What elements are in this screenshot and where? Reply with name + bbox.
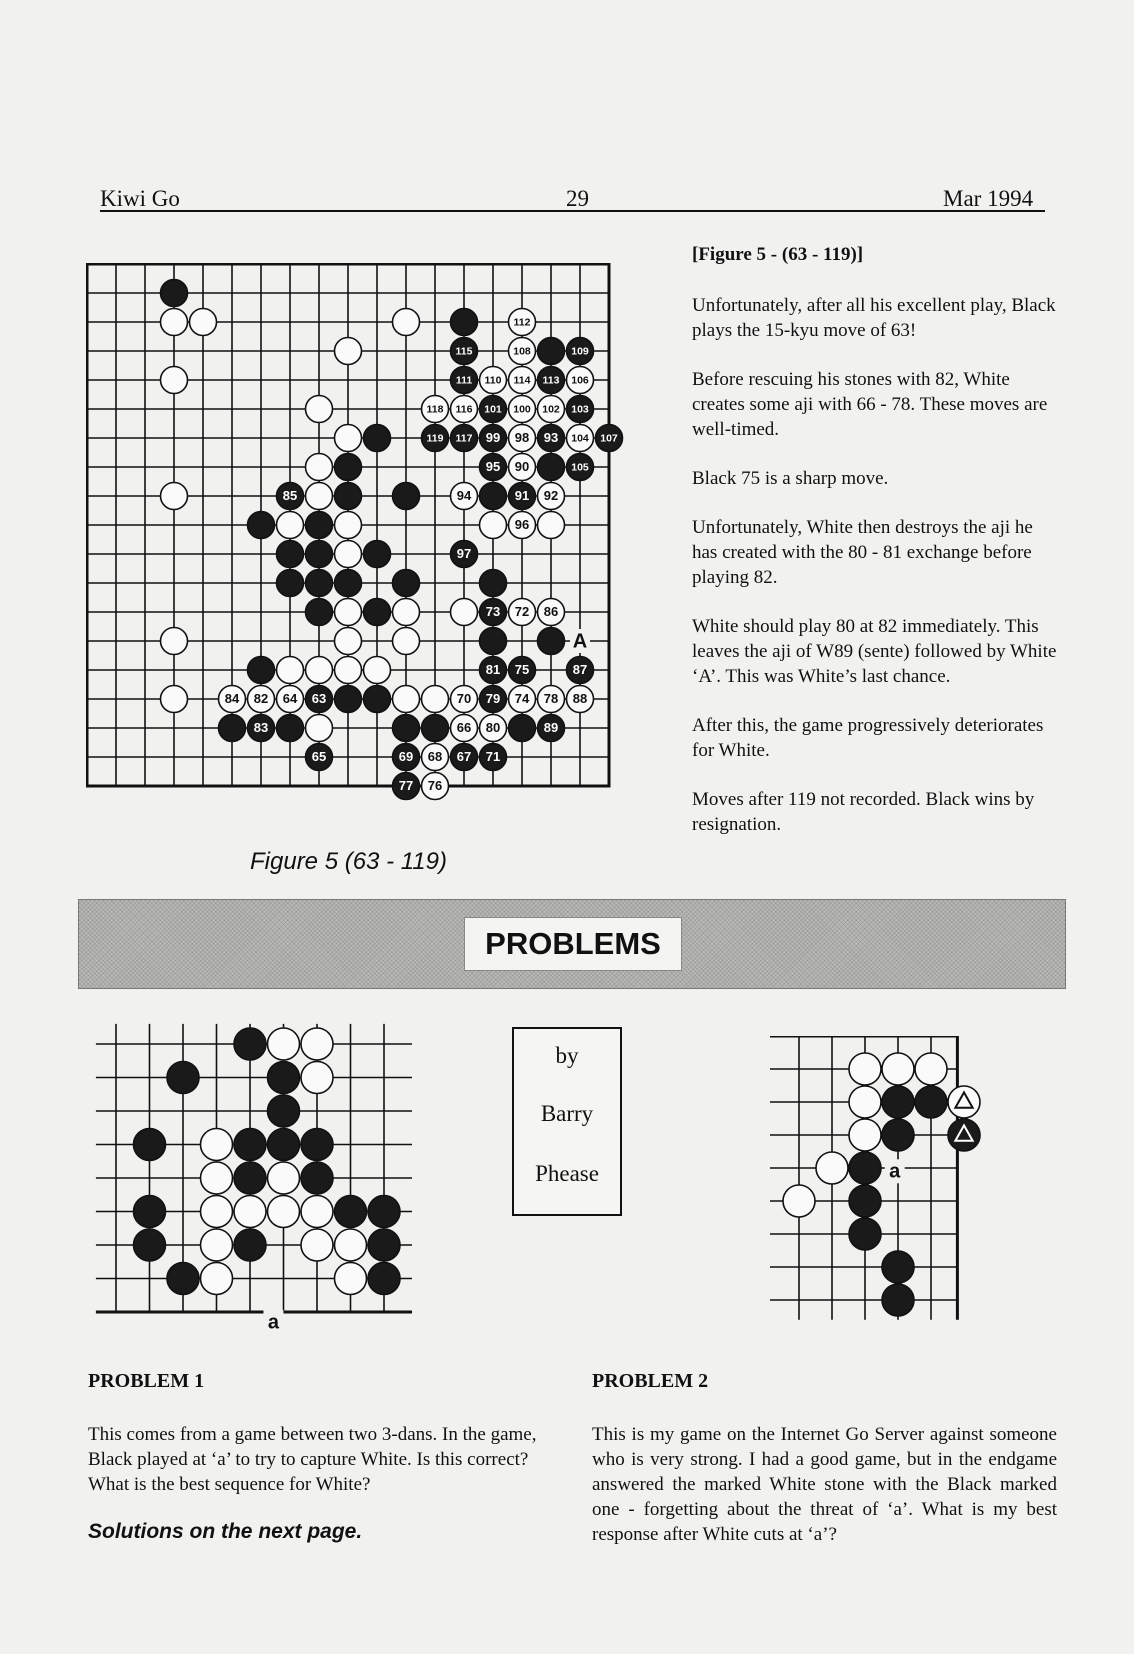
board-marker-label: a xyxy=(267,1311,280,1334)
move-number: 98 xyxy=(514,429,530,445)
white-stone xyxy=(451,483,478,510)
black-stone xyxy=(234,1162,266,1194)
black-stone xyxy=(567,338,594,365)
white-stone xyxy=(509,454,536,481)
move-number: 73 xyxy=(485,603,501,619)
white-stone xyxy=(277,512,304,539)
white-stone xyxy=(783,1185,815,1217)
black-stone xyxy=(538,628,565,655)
move-number: 64 xyxy=(282,690,298,706)
black-stone xyxy=(268,1062,300,1094)
white-stone xyxy=(161,367,188,394)
move-number: 92 xyxy=(543,487,559,503)
black-stone xyxy=(134,1196,166,1228)
board-marker-label: a xyxy=(889,1160,901,1183)
white-stone xyxy=(422,773,449,800)
black-stone xyxy=(538,454,565,481)
black-stone xyxy=(422,715,449,742)
move-number: 100 xyxy=(513,403,531,416)
white-stone xyxy=(364,657,391,684)
white-stone xyxy=(306,396,333,423)
white-stone xyxy=(201,1196,233,1228)
black-stone xyxy=(368,1196,400,1228)
white-stone xyxy=(849,1119,881,1151)
commentary-paragraph: Black 75 is a sharp move. xyxy=(692,468,889,489)
black-stone xyxy=(849,1185,881,1217)
white-stone xyxy=(451,599,478,626)
black-stone xyxy=(480,425,507,452)
black-stone xyxy=(277,483,304,510)
white-stone xyxy=(306,454,333,481)
white-stone xyxy=(451,396,478,423)
black-stone xyxy=(882,1119,914,1151)
white-stone xyxy=(509,396,536,423)
black-stone xyxy=(509,483,536,510)
black-stone xyxy=(306,744,333,771)
black-stone xyxy=(451,541,478,568)
black-stone xyxy=(480,483,507,510)
black-stone xyxy=(451,744,478,771)
black-stone xyxy=(306,686,333,713)
move-number: 91 xyxy=(514,487,530,503)
white-stone xyxy=(882,1053,914,1085)
move-number: 67 xyxy=(456,748,472,764)
black-stone xyxy=(480,744,507,771)
black-stone xyxy=(480,599,507,626)
commentary-paragraph: White should play 80 at 82 immediately. This leaves the aji of W89 (sente) followed by White ‘A’. This was White’s last chance. xyxy=(692,616,1057,687)
commentary-column xyxy=(692,242,1062,861)
white-stone xyxy=(393,628,420,655)
move-number: 84 xyxy=(224,690,240,706)
move-number: 87 xyxy=(572,661,588,677)
black-stone xyxy=(335,483,362,510)
white-stone xyxy=(480,512,507,539)
move-number: 88 xyxy=(572,690,588,706)
white-stone xyxy=(335,1263,367,1295)
black-stone xyxy=(248,715,275,742)
byline-first-name: Barry xyxy=(540,1101,594,1126)
white-stone xyxy=(915,1053,947,1085)
move-number: 83 xyxy=(253,719,269,735)
white-stone xyxy=(277,686,304,713)
board-marker-label: A xyxy=(572,630,588,653)
white-stone xyxy=(335,628,362,655)
black-stone xyxy=(167,1263,199,1295)
problem2-heading: PROBLEM 2 xyxy=(592,1370,709,1392)
white-stone xyxy=(509,599,536,626)
move-number: 65 xyxy=(311,748,327,764)
white-stone xyxy=(509,367,536,394)
black-stone xyxy=(393,570,420,597)
black-stone xyxy=(451,425,478,452)
white-stone xyxy=(335,599,362,626)
black-stone xyxy=(306,570,333,597)
figure5-caption: Figure 5 (63 - 119) xyxy=(250,848,447,875)
white-stone xyxy=(306,483,333,510)
white-stone xyxy=(538,686,565,713)
black-stone xyxy=(538,338,565,365)
black-stone xyxy=(234,1229,266,1261)
black-stone xyxy=(509,657,536,684)
black-stone xyxy=(277,570,304,597)
problem1-heading: PROBLEM 1 xyxy=(88,1370,205,1392)
white-stone xyxy=(422,686,449,713)
header-date: Mar 1994 xyxy=(943,186,1034,211)
move-number: 77 xyxy=(398,777,414,793)
black-stone xyxy=(306,599,333,626)
move-number: 81 xyxy=(485,661,501,677)
black-stone xyxy=(234,1028,266,1060)
white-stone xyxy=(306,657,333,684)
white-stone xyxy=(509,512,536,539)
move-number: 101 xyxy=(484,403,502,416)
move-number: 74 xyxy=(514,690,530,706)
white-stone xyxy=(335,1229,367,1261)
move-number: 103 xyxy=(571,403,589,416)
black-stone xyxy=(234,1129,266,1161)
byline-last-name: Phease xyxy=(535,1161,599,1186)
move-number: 95 xyxy=(485,458,501,474)
white-stone xyxy=(201,1263,233,1295)
black-stone xyxy=(538,367,565,394)
black-stone xyxy=(480,628,507,655)
black-stone xyxy=(306,541,333,568)
move-number: 107 xyxy=(600,432,618,445)
black-stone xyxy=(882,1251,914,1283)
black-stone xyxy=(368,1263,400,1295)
white-stone xyxy=(393,686,420,713)
problem2-go-board xyxy=(770,1036,1000,1348)
black-stone xyxy=(277,541,304,568)
move-number: 82 xyxy=(253,690,269,706)
byline-by: by xyxy=(555,1043,579,1068)
white-stone xyxy=(567,686,594,713)
black-stone xyxy=(480,570,507,597)
black-stone xyxy=(248,657,275,684)
header-page-number: 29 xyxy=(566,186,589,211)
white-stone xyxy=(335,657,362,684)
move-number: 114 xyxy=(513,374,531,387)
problem2-text: This is my game on the Internet Go Server against someone who is very strong. I had a good game, but in the endgame answered the marked White stone with the Black marked one - forgetting about the threat of ‘a’. What is my best response after White cuts at ‘a’? xyxy=(592,1424,1057,1545)
move-number: 66 xyxy=(456,719,472,735)
problems-title: PROBLEMS xyxy=(464,917,682,971)
white-stone xyxy=(301,1028,333,1060)
move-number: 116 xyxy=(455,403,473,416)
solutions-note: Solutions on the next page. xyxy=(88,1520,363,1543)
move-number: 119 xyxy=(426,432,444,445)
black-stone xyxy=(480,686,507,713)
move-number: 102 xyxy=(542,403,560,416)
black-stone xyxy=(451,309,478,336)
white-stone xyxy=(422,744,449,771)
move-number: 69 xyxy=(398,748,414,764)
black-stone xyxy=(219,715,246,742)
move-number: 89 xyxy=(543,719,559,735)
black-stone xyxy=(364,599,391,626)
black-stone xyxy=(248,512,275,539)
black-stone xyxy=(480,657,507,684)
white-stone xyxy=(234,1196,266,1228)
white-stone xyxy=(849,1053,881,1085)
black-stone xyxy=(364,541,391,568)
black-stone xyxy=(364,425,391,452)
move-number: 106 xyxy=(571,374,589,387)
white-stone xyxy=(948,1086,980,1118)
white-stone xyxy=(393,599,420,626)
black-stone xyxy=(567,657,594,684)
move-number: 75 xyxy=(514,661,530,677)
black-stone xyxy=(882,1086,914,1118)
white-stone xyxy=(268,1162,300,1194)
move-number: 63 xyxy=(311,690,327,706)
black-stone xyxy=(335,454,362,481)
white-stone xyxy=(816,1152,848,1184)
white-stone xyxy=(451,715,478,742)
move-number: 78 xyxy=(543,690,559,706)
black-stone xyxy=(306,512,333,539)
black-stone xyxy=(915,1086,947,1118)
byline-box xyxy=(512,1027,622,1216)
white-stone xyxy=(335,338,362,365)
white-stone xyxy=(161,628,188,655)
move-number: 112 xyxy=(513,316,531,329)
white-stone xyxy=(335,425,362,452)
white-stone xyxy=(567,367,594,394)
white-stone xyxy=(849,1086,881,1118)
black-stone xyxy=(393,483,420,510)
white-stone xyxy=(161,483,188,510)
black-stone xyxy=(849,1152,881,1184)
commentary-paragraph: Unfortunately, White then destroys the aji he has created with the 80 - 81 exchange before playing 82. xyxy=(692,517,1033,588)
black-stone xyxy=(268,1095,300,1127)
black-stone xyxy=(335,686,362,713)
white-stone xyxy=(509,686,536,713)
move-number: 111 xyxy=(455,374,473,387)
white-stone xyxy=(248,686,275,713)
white-stone xyxy=(201,1229,233,1261)
white-stone xyxy=(538,599,565,626)
white-stone xyxy=(301,1229,333,1261)
problem1-go-board xyxy=(92,1022,412,1342)
black-stone xyxy=(451,338,478,365)
white-stone xyxy=(301,1196,333,1228)
commentary-heading: [Figure 5 - (63 - 119)] xyxy=(692,244,864,265)
move-number: 94 xyxy=(456,487,472,503)
black-stone xyxy=(393,773,420,800)
move-number: 71 xyxy=(485,748,501,764)
commentary-paragraph: After this, the game progressively deteriorates for White. xyxy=(692,715,1044,761)
white-stone xyxy=(306,715,333,742)
white-stone xyxy=(538,483,565,510)
black-stone xyxy=(596,425,623,452)
black-stone xyxy=(882,1284,914,1316)
black-stone xyxy=(134,1229,166,1261)
black-stone xyxy=(538,715,565,742)
black-stone xyxy=(567,396,594,423)
black-stone xyxy=(509,715,536,742)
white-stone xyxy=(219,686,246,713)
move-number: 72 xyxy=(514,603,530,619)
black-stone xyxy=(422,425,449,452)
move-number: 97 xyxy=(456,545,472,561)
commentary-paragraph: Before rescuing his stones with 82, White creates some aji with 66 - 78. These moves are well-timed. xyxy=(692,369,1048,440)
black-stone xyxy=(301,1162,333,1194)
black-stone xyxy=(277,715,304,742)
figure5-go-board xyxy=(86,263,666,835)
white-stone xyxy=(393,309,420,336)
black-stone xyxy=(368,1229,400,1261)
move-number: 108 xyxy=(513,345,531,358)
white-stone xyxy=(190,309,217,336)
black-stone xyxy=(364,686,391,713)
white-stone xyxy=(161,309,188,336)
black-stone xyxy=(134,1129,166,1161)
black-stone xyxy=(480,396,507,423)
white-stone xyxy=(201,1162,233,1194)
move-number: 68 xyxy=(427,748,443,764)
black-stone xyxy=(480,454,507,481)
white-stone xyxy=(422,396,449,423)
white-stone xyxy=(538,512,565,539)
white-stone xyxy=(335,541,362,568)
move-number: 85 xyxy=(282,487,298,503)
black-stone xyxy=(538,425,565,452)
move-number: 105 xyxy=(571,461,589,474)
black-stone xyxy=(301,1129,333,1161)
header-publication: Kiwi Go xyxy=(100,186,180,211)
black-stone xyxy=(167,1062,199,1094)
move-number: 118 xyxy=(426,403,444,416)
white-stone xyxy=(268,1196,300,1228)
white-stone xyxy=(301,1062,333,1094)
white-stone xyxy=(509,425,536,452)
white-stone xyxy=(161,686,188,713)
white-stone xyxy=(480,715,507,742)
black-stone xyxy=(948,1119,980,1151)
black-stone xyxy=(849,1218,881,1250)
black-stone xyxy=(567,454,594,481)
white-stone xyxy=(567,425,594,452)
move-number: 113 xyxy=(542,374,560,387)
move-number: 86 xyxy=(543,603,559,619)
move-number: 80 xyxy=(485,719,501,735)
black-stone xyxy=(393,715,420,742)
white-stone xyxy=(201,1129,233,1161)
move-number: 115 xyxy=(455,345,473,358)
black-stone xyxy=(335,570,362,597)
move-number: 110 xyxy=(484,374,502,387)
move-number: 117 xyxy=(455,432,473,445)
commentary-paragraph: Moves after 119 not recorded. Black wins by resignation. xyxy=(692,789,1035,835)
white-stone xyxy=(451,686,478,713)
black-stone xyxy=(393,744,420,771)
header-rule xyxy=(100,210,1045,212)
white-stone xyxy=(277,657,304,684)
black-stone xyxy=(161,280,188,307)
move-number: 90 xyxy=(514,458,530,474)
white-stone xyxy=(480,367,507,394)
white-stone xyxy=(268,1028,300,1060)
move-number: 99 xyxy=(485,429,501,445)
move-number: 70 xyxy=(456,690,472,706)
move-number: 79 xyxy=(485,690,501,706)
commentary-paragraph: Unfortunately, after all his excellent play, Black plays the 15-kyu move of 63! xyxy=(692,295,1056,341)
white-stone xyxy=(538,396,565,423)
white-stone xyxy=(509,309,536,336)
black-stone xyxy=(268,1129,300,1161)
black-stone xyxy=(451,367,478,394)
problem1-text: This comes from a game between two 3-dans. In the game, Black played at ‘a’ to try to capture White. Is this correct? What is the best sequence for White? xyxy=(88,1424,537,1495)
move-number: 104 xyxy=(571,432,589,445)
black-stone xyxy=(335,1196,367,1228)
white-stone xyxy=(509,338,536,365)
move-number: 109 xyxy=(571,345,589,358)
move-number: 76 xyxy=(427,777,443,793)
move-number: 93 xyxy=(543,429,559,445)
move-number: 96 xyxy=(514,516,530,532)
white-stone xyxy=(335,512,362,539)
